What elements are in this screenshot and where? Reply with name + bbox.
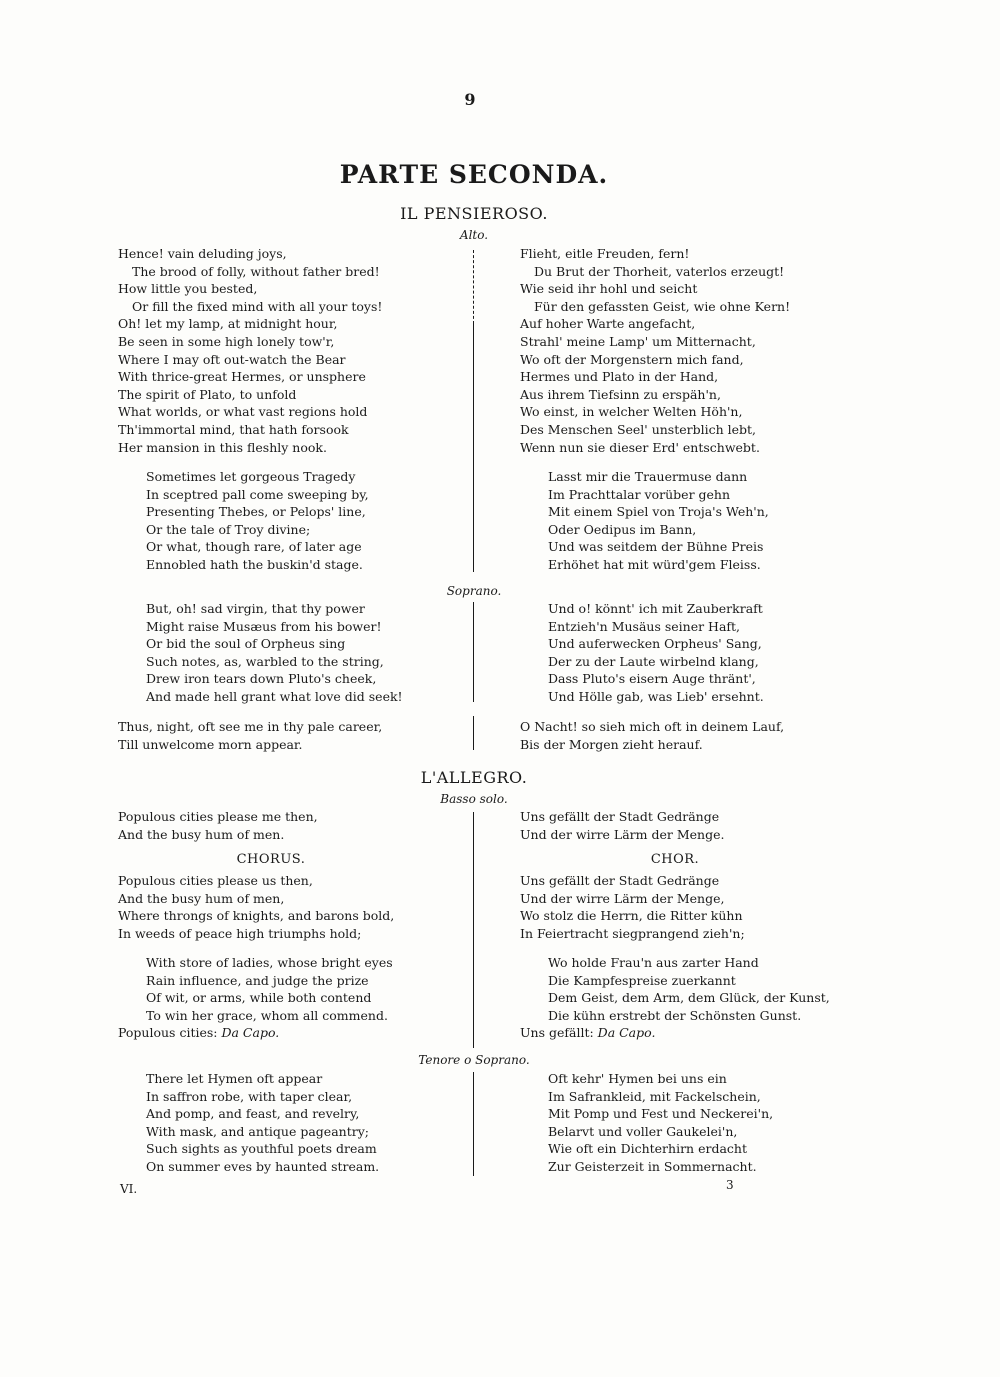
- da-capo-line: [520, 1024, 830, 1042]
- verse-line: In Feiertracht siegprangend zieh'n;: [520, 925, 745, 941]
- german-verse-block: [520, 954, 830, 1042]
- verse-line: Mit Pomp und Fest und Neckerei'n,: [548, 1106, 774, 1122]
- verse-line: To win her grace, whom all commend.: [146, 1007, 388, 1023]
- verse-line: Oft kehr' Hymen bei uns ein: [548, 1071, 727, 1086]
- verse-line: The spirit of Plato, to unfold: [118, 386, 297, 402]
- voice-label-alto: Alto.: [459, 228, 489, 242]
- german-verse-block: [520, 1070, 773, 1176]
- verse-line: Where I may oft out-watch the Bear: [118, 351, 346, 367]
- signature-mark-left: VI.: [120, 1182, 138, 1196]
- verse-line: Bis der Morgen zieht herauf.: [520, 736, 703, 752]
- section-heading-allegro: L'ALLEGRO.: [420, 768, 528, 787]
- verse-line: And the busy hum of men,: [118, 890, 285, 906]
- verse-line: On summer eves by haunted stream.: [146, 1158, 380, 1174]
- verse-line: Or the tale of Troy divine;: [146, 521, 311, 537]
- verse-line: Die kühn erstrebt der Schönsten Gunst.: [548, 1007, 802, 1023]
- verse-line: In weeds of peace high triumphs hold;: [118, 925, 362, 941]
- column-divider: [473, 250, 474, 324]
- verse-line: Hermes und Plato in der Hand,: [520, 369, 719, 385]
- verse-line: Of wit, or arms, while both contend: [146, 990, 372, 1006]
- german-verse-block: [520, 808, 724, 843]
- verse-line: Und auferwecken Orpheus' Sang,: [548, 636, 762, 652]
- german-verse-block: [520, 468, 769, 574]
- verse-line: Auf hoher Warte angefacht,: [520, 316, 696, 332]
- verse-line: Dem Geist, dem Arm, dem Glück, der Kunst,: [548, 990, 830, 1006]
- verse-line: With thrice-great Hermes, or unsphere: [118, 369, 366, 385]
- verse-line: Und Hölle gab, was Lieb' ersehnt.: [548, 688, 764, 704]
- column-divider: [473, 324, 474, 572]
- verse-line: Might raise Musæus from his bower!: [146, 618, 382, 634]
- verse-line: Die Kampfespreise zuerkannt: [548, 972, 736, 988]
- chorus-heading-de: CHOR.: [650, 852, 700, 867]
- verse-line: Presenting Thebes, or Pelops' line,: [146, 504, 366, 520]
- verse-line: Belarvt und voller Gaukelei'n,: [548, 1123, 738, 1139]
- page-number: 9: [464, 90, 476, 109]
- verse-line: The brood of folly, without father bred!: [132, 263, 380, 279]
- english-verse-block: [118, 718, 382, 753]
- verse-line: Populous cities please us then,: [118, 873, 313, 888]
- verse-line: Th'immortal mind, that hath forsook: [118, 421, 349, 437]
- verse-line: Or what, though rare, of later age: [146, 539, 362, 555]
- verse-line: And pomp, and feast, and revelry,: [146, 1106, 360, 1122]
- verse-line: But, oh! sad virgin, that thy power: [146, 601, 365, 616]
- voice-label-soprano: Soprano.: [446, 584, 502, 598]
- verse-line: Im Prachttalar vorüber gehn: [548, 486, 731, 502]
- column-divider: [473, 812, 474, 1048]
- verse-line: What worlds, or what vast regions hold: [118, 404, 368, 420]
- verse-line: Thus, night, oft see me in thy pale career,: [118, 719, 383, 734]
- verse-line: Wie seid ihr hohl und seicht: [520, 281, 698, 297]
- verse-line: And the busy hum of men.: [118, 826, 285, 842]
- german-verse-block: [520, 245, 790, 456]
- verse-line: Uns gefällt der Stadt Gedränge: [520, 809, 720, 824]
- verse-line: Wie oft ein Dichterhirn erdacht: [548, 1141, 747, 1157]
- verse-line: Wenn nun sie dieser Erd' entschwebt.: [520, 439, 760, 455]
- da-capo-marking: Da Capo.: [597, 1025, 656, 1041]
- verse-line: Such notes, as, warbled to the string,: [146, 653, 384, 669]
- verse-line: Und o! könnt' ich mit Zauberkraft: [548, 601, 763, 616]
- english-verse-block: [118, 1070, 379, 1176]
- verse-line: Till unwelcome morn appear.: [118, 736, 303, 752]
- verse-line: Uns gefällt der Stadt Gedränge: [520, 873, 720, 888]
- english-verse-block: [118, 468, 369, 574]
- chorus-heading-en: CHORUS.: [236, 852, 306, 867]
- verse-line: Oder Oedipus im Bann,: [548, 521, 697, 537]
- verse-line: Where throngs of knights, and barons bold,: [118, 908, 395, 924]
- verse-line: Lasst mir die Trauermuse dann: [548, 469, 748, 484]
- verse-line: Und der wirre Lärm der Menge,: [520, 890, 725, 906]
- english-verse-block: [118, 808, 318, 843]
- verse-line: O Nacht! so sieh mich oft in deinem Lauf,: [520, 719, 785, 734]
- verse-line: Be seen in some high lonely tow'r,: [118, 333, 335, 349]
- german-verse-block: [520, 600, 764, 706]
- verse-line: Des Menschen Seel' unsterblich lebt,: [520, 421, 757, 437]
- voice-label-tenore: Tenore o Soprano.: [418, 1053, 530, 1067]
- english-verse-block: [118, 872, 394, 942]
- verse-line: Or fill the fixed mind with all your toys!: [132, 298, 383, 314]
- verse-line: In saffron robe, with taper clear,: [146, 1088, 353, 1104]
- verse-line: Populous cities please me then,: [118, 809, 318, 824]
- verse-line: Rain influence, and judge the prize: [146, 972, 369, 988]
- verse-line: Dass Pluto's eisern Auge thränt',: [548, 671, 756, 687]
- verse-line: Sometimes let gorgeous Tragedy: [146, 469, 356, 484]
- verse-line: Her mansion in this fleshly nook.: [118, 439, 327, 455]
- da-capo-marking: Da Capo.: [221, 1025, 280, 1041]
- english-verse-block: [118, 600, 403, 706]
- verse-line: Hence! vain deluding joys,: [118, 246, 287, 261]
- verse-line: In sceptred pall come sweeping by,: [146, 486, 369, 502]
- column-divider: [473, 1072, 474, 1176]
- verse-line: Erhöhet hat mit würd'gem Fleiss.: [548, 556, 761, 572]
- english-verse-block: [118, 954, 393, 1042]
- verse-line: Such sights as youthful poets dream: [146, 1141, 377, 1157]
- verse-line: Wo einst, in welcher Welten Höh'n,: [520, 404, 743, 420]
- verse-line: Wo oft der Morgenstern mich fand,: [520, 351, 744, 367]
- verse-line: How little you bested,: [118, 281, 258, 297]
- verse-line: Entzieh'n Musäus seiner Haft,: [548, 618, 741, 634]
- column-divider: [473, 716, 474, 750]
- german-verse-block: [520, 718, 784, 753]
- signature-mark-right: 3: [726, 1178, 734, 1192]
- verse-line: Im Safrankleid, mit Fackelschein,: [548, 1088, 761, 1104]
- verse-line: Und was seitdem der Bühne Preis: [548, 539, 764, 555]
- verse-line: With store of ladies, whose bright eyes: [146, 955, 393, 970]
- verse-line: Wo holde Frau'n aus zarter Hand: [548, 955, 759, 970]
- verse-line: Wo stolz die Herrn, die Ritter kühn: [520, 908, 743, 924]
- voice-label-basso: Basso solo.: [440, 792, 508, 806]
- part-title: PARTE SECONDA.: [339, 160, 609, 189]
- verse-line: Zur Geisterzeit in Sommernacht.: [548, 1158, 757, 1174]
- verse-line: Aus ihrem Tiefsinn zu erspäh'n,: [520, 386, 721, 402]
- german-verse-block: [520, 872, 745, 942]
- section-heading-pensieroso: IL PENSIEROSO.: [400, 204, 548, 223]
- verse-line: Ennobled hath the buskin'd stage.: [146, 556, 363, 572]
- verse-line: Du Brut der Thorheit, vaterlos erzeugt!: [534, 263, 785, 279]
- verse-line: And made hell grant what love did seek!: [146, 688, 403, 704]
- verse-line: There let Hymen oft appear: [146, 1071, 323, 1086]
- verse-line: Strahl' meine Lamp' um Mitternacht,: [520, 333, 756, 349]
- english-verse-block: [118, 245, 382, 456]
- column-divider: [473, 602, 474, 702]
- verse-line: Und der wirre Lärm der Menge.: [520, 826, 725, 842]
- verse-line: Drew iron tears down Pluto's cheek,: [146, 671, 377, 687]
- da-capo-cue: Uns gefällt:: [520, 1025, 594, 1041]
- verse-line: Or bid the soul of Orpheus sing: [146, 636, 346, 652]
- verse-line: Für den gefassten Geist, wie ohne Kern!: [534, 298, 791, 314]
- verse-line: Flieht, eitle Freuden, fern!: [520, 246, 690, 261]
- verse-line: Der zu der Laute wirbelnd klang,: [548, 653, 759, 669]
- verse-line: Oh! let my lamp, at midnight hour,: [118, 316, 338, 332]
- da-capo-cue: Populous cities:: [118, 1025, 218, 1041]
- verse-line: With mask, and antique pageantry;: [146, 1123, 369, 1139]
- da-capo-line: [118, 1024, 393, 1042]
- verse-line: Mit einem Spiel von Troja's Weh'n,: [548, 504, 769, 520]
